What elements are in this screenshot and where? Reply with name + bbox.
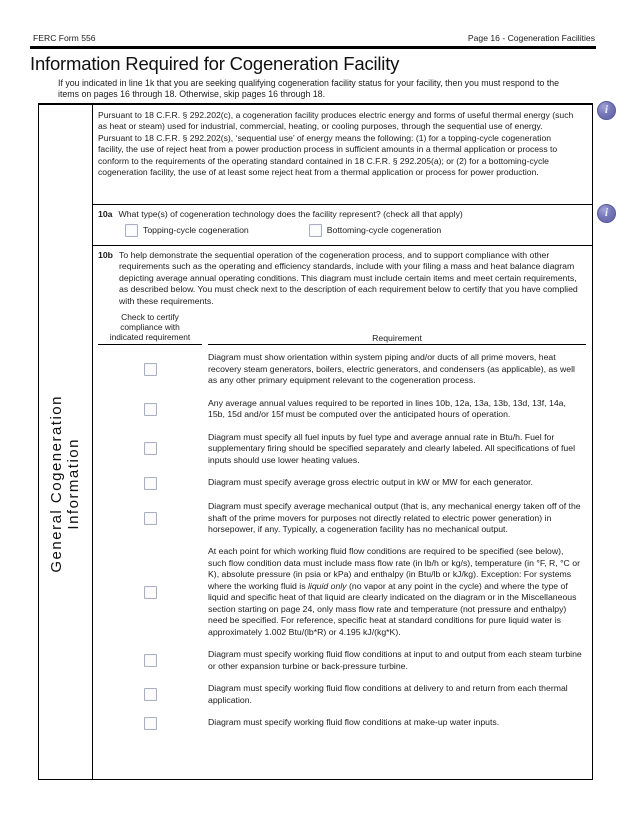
requirement-row [98,683,586,706]
requirement-column-header: Requirement [208,313,586,345]
certify-checkbox-cell [98,717,202,730]
section-sidebar-label: General Cogeneration Information [47,395,82,573]
requirement-row [98,649,586,672]
section-sidebar [39,105,93,779]
certify-checkbox-cell [98,432,202,466]
line-10b-instructions: To help demonstrate the sequential operation of the cogeneration process, and to support compliance with other requirements such as the operating and efficiency standards, include with your filing a mass and heat balance diagram depicting average annual operating conditions. This diagram must include certain items and meet certain requirements, as described below. You must check next to the description of each requirement below to certify that you have complied with these requirements. [118,250,578,306]
certify-checkbox-cell [98,546,202,638]
page-header [33,33,595,43]
certify-checkbox-cell [98,683,202,706]
certify-checkbox[interactable] [144,586,157,599]
requirement-row [98,352,586,386]
certify-checkbox[interactable] [144,403,157,416]
requirement-row [98,546,586,638]
requirement-text: Any average annual values required to be reported in lines 10b, 12a, 13a, 13b, 13d, 13f, 14a, 15b, 15d and/or 15f must be computed over the anticipated hours of operation. [208,397,566,420]
requirement-row [98,717,586,730]
certify-checkbox-cell [98,477,202,490]
form-table [38,103,593,780]
header-rule [30,46,596,49]
requirement-text: Diagram must specify working fluid flow conditions at delivery to and return from each thermal application. [208,683,568,705]
page-title: Information Required for Cogeneration Facility [30,53,400,74]
line-10a-row [93,205,592,246]
requirement-text: At each point for which working fluid flow conditions are required to be specified (see below), such flow condition data must include mass flow rate (in lb/h or kg/s), temperature (in °F, R, °C or K), absolute pressure (in psia or kPa) and enthalpy (in Btu/lb or kJ/kg). Exception: For systems where the working fluid is liquid only (no vapor at any point in the cycle) and where the type of liquid and specific heat of that liquid are clearly indicated on the diagram or in the Miscellaneous section starting on page 24, only mass flow rate and temperature (not pressure and enthalpy) need be specified. For reference, specific heat at standard conditions for pure liquid water is approximately 1.002 Btu/(lb*R) or 4.195 kJ/(kg*K). [208,546,580,637]
certify-checkbox-cell [98,649,202,672]
line-10b-number: 10b [98,250,113,260]
requirement-row [98,432,586,466]
bottoming-cycle-label: Bottoming-cycle cogeneration [326,225,442,236]
certify-checkbox-cell [98,398,202,421]
certify-checkbox[interactable] [144,363,157,376]
certify-checkbox[interactable] [144,477,157,490]
requirement-row [98,477,586,490]
form-number-label: FERC Form 556 [33,33,96,43]
requirement-text: Diagram must specify working fluid flow conditions at input to and output from each steam turbine or other expansion turbine or back-pressure turbine. [208,649,582,671]
page-number-label: Page 16 - Cogeneration Facilities [467,33,595,43]
certify-checkbox[interactable] [144,512,157,525]
certify-checkbox[interactable] [144,717,157,730]
requirement-row [98,398,586,421]
info-icon[interactable]: i [597,204,616,223]
requirement-text: Diagram must specify all fuel inputs by fuel type and average annual rate in Btu/h. Fuel for supplementary firing should be specified separately and clearly labeled. All specifications of fuel inputs should use lower heating values. [208,431,576,465]
line-10b-row [93,246,592,779]
requirement-text: Diagram must specify working fluid flow conditions at make-up water inputs. [208,717,500,728]
bottoming-cycle-option[interactable] [309,224,441,237]
topping-cycle-label: Topping-cycle cogeneration [143,225,249,236]
form-content-column [93,105,592,779]
bottoming-cycle-checkbox[interactable] [309,224,322,237]
certify-checkbox-cell [98,501,202,535]
requirements-table-header [98,313,586,345]
page-instructions: If you indicated in line 1k that you are seeking qualifying cogeneration facility status for your facility, then you must respond to the items on pages 16 through 18. Otherwise, skip pages 16 through 18. [58,78,560,100]
topping-cycle-checkbox[interactable] [125,224,138,237]
topping-cycle-option[interactable] [125,224,249,237]
requirement-row [98,501,586,535]
cogeneration-definition-paragraph: Pursuant to 18 C.F.R. § 292.202(c), a cogeneration facility produces electric energy and forms of useful thermal energy (such as heat or steam) used for industrial, commercial, heating, or cooling purposes, through the sequential use of energy. Pursuant to 18 C.F.R. § 292.202(s), ‘sequential use’ of energy means the following: (1) for a topping-cycle cogeneration facility, the use of reject heat from a power production process in sufficient amounts in a thermal application or process to conform to the requirements of the operating standard contained in 18 C.F.R. § 292.205(a); or (2) for a bottoming-cycle cogeneration facility, the use of at least some reject heat from a thermal application or process for power production. [93,105,592,205]
requirements-list [98,352,586,741]
info-icon[interactable]: i [597,101,616,120]
requirement-text: Diagram must specify average gross electric output in kW or MW for each generator. [208,477,533,488]
check-column-header: Check to certify compliance with indicated requirement [98,313,202,345]
certify-checkbox-cell [98,352,202,386]
line-10a-question: What type(s) of cogeneration technology does the facility represent? (check all that apply) [118,209,463,219]
certify-checkbox[interactable] [144,442,157,455]
requirement-text: Diagram must show orientation within system piping and/or ducts of all prime movers, heat recovery steam generators, boilers, electric generators, and condensers (as applicable), as well as any other primary equipment relevant to the cogeneration process. [208,352,575,386]
requirement-text: Diagram must specify average mechanical output (that is, any mechanical energy taken off of the shaft of the prime movers for purposes not directly related to electric power generation) in horsepower, if any. Typically, a cogeneration facility has no mechanical output. [208,501,581,534]
certify-checkbox[interactable] [144,688,157,701]
certify-checkbox[interactable] [144,654,157,667]
line-10a-number: 10a [98,209,113,219]
